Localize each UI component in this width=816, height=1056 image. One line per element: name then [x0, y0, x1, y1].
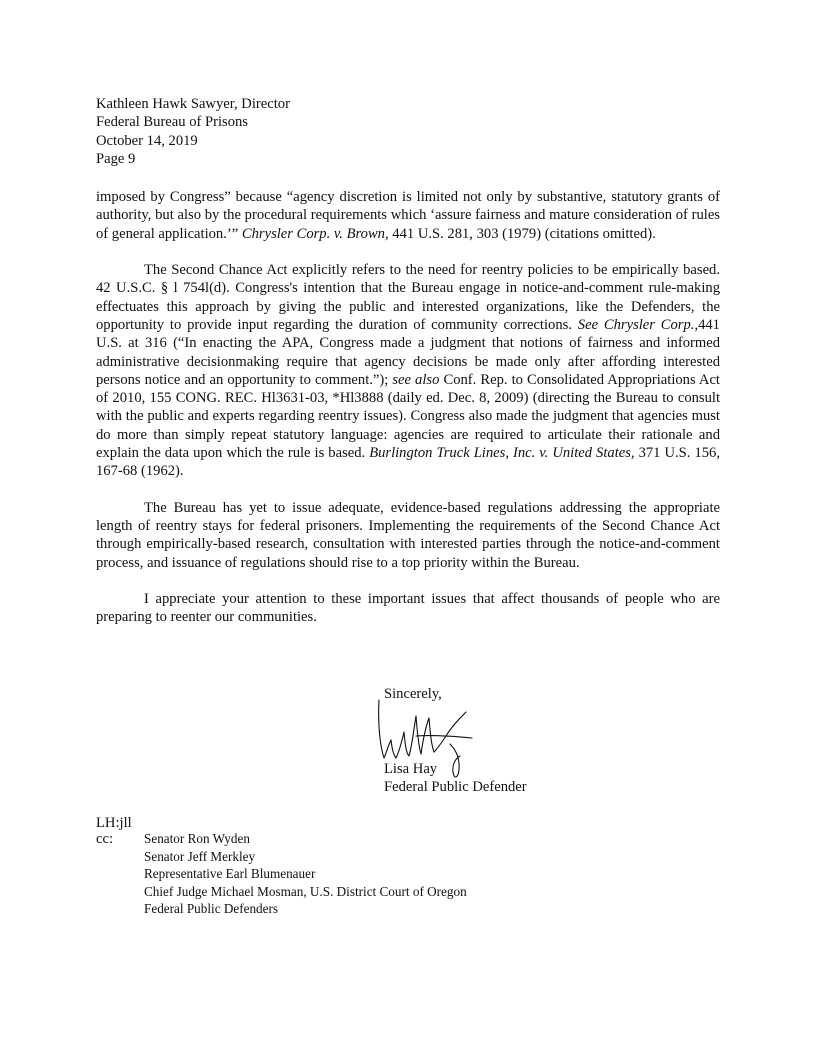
- letter-page: [96, 95, 720, 916]
- paragraph-2-text-a: The Second Chance Act explicitly refers to the need for reentry policies to be empirically based. 42 U.S.C. § l 754l(d). Congress's intention that the Bureau engage in notice-and-comment rule-making effectuates this approach by giving the public and interested organizations, like the Defenders, the opportunity to provide input regarding the duration of community corrections.: [96, 262, 720, 333]
- paragraph-3: The Bureau has yet to issue adequate, evidence-based regulations addressing the appropriate length of reentry stays for federal prisoners. Implementing the requirements of the Second Chance Act through empirically-based research, consultation with interested parties through the notice-and-comment process, and issuance of regulations should rise to a top priority within the Bureau.: [96, 499, 720, 571]
- cc-recipient: Chief Judge Michael Mosman, U.S. District Court of Oregon: [144, 883, 467, 899]
- paragraph-1-text-a: imposed by Congress” because “agency discretion is limited not only by substantive, statutory grants of authority, but also by the procedural requirements which ‘assure fairness and mature consideration of rules of general application.’”: [96, 189, 720, 242]
- letter-header: [96, 95, 720, 168]
- paragraph-4: I appreciate your attention to these important issues that affect thousands of people who are preparing to reenter our communities.: [96, 590, 720, 626]
- cc-recipient-list: [144, 830, 467, 918]
- date-line: October 14, 2019: [96, 132, 198, 149]
- see-citation: See Chrysler Corp.: [577, 316, 695, 333]
- cc-recipient: Senator Jeff Merkley: [144, 848, 256, 864]
- signer-block: [384, 760, 527, 797]
- signer-title: Federal Public Defender: [384, 779, 527, 796]
- paragraph-1-text-b: , 441 U.S. 281, 303 (1979) (citations omitted).: [384, 225, 656, 242]
- cc-recipient: Federal Public Defenders: [144, 901, 279, 916]
- reference-initials: LH:jll: [96, 815, 132, 831]
- see-also-signal: see also: [392, 371, 440, 388]
- case-citation-burlington: Burlington Truck Lines, Inc. v. United States: [369, 445, 631, 462]
- agency-line: Federal Bureau of Prisons: [96, 114, 248, 131]
- paragraph-2-text-d: , 371 U.S. 156, 167-68 (1962).: [96, 445, 720, 480]
- cc-recipient: Senator Ron Wyden: [144, 831, 250, 846]
- recipient-line: Kathleen Hawk Sawyer, Director: [96, 96, 290, 112]
- paragraph-2-text-b: ,441 U.S. at 316 (“In enacting the APA, Congress made a judgment that notions of fairness and informed administrative decisionmaking require that agency decisions be made only after affording interested persons notice and an opportunity to comment.”);: [96, 316, 720, 388]
- paragraph-1: [96, 188, 720, 243]
- closing-salutation: Sincerely,: [384, 686, 442, 702]
- paragraph-2: [96, 261, 720, 481]
- case-citation-chrysler: Chrysler Corp. v. Brown: [241, 225, 385, 242]
- cc-recipient: Representative Earl Blumenauer: [144, 866, 316, 881]
- cc-label: cc:: [96, 831, 114, 847]
- page-number: Page 9: [96, 150, 136, 167]
- paragraph-2-text-c: Conf. Rep. to Consolidated Appropriations Act of 2010, 155 CONG. REC. Hl3631-03, *Hl3888 (daily ed. Dec. 8, 2009) (directing the Bureau to consult with the public and experts regarding reentry issues). Congress also made the judgment that agencies must do more than simply repeat statutory language: agencies are required to articulate their rationale and explain the data upon which the rule is based.: [96, 371, 720, 462]
- signer-name: Lisa Hay: [384, 761, 438, 777]
